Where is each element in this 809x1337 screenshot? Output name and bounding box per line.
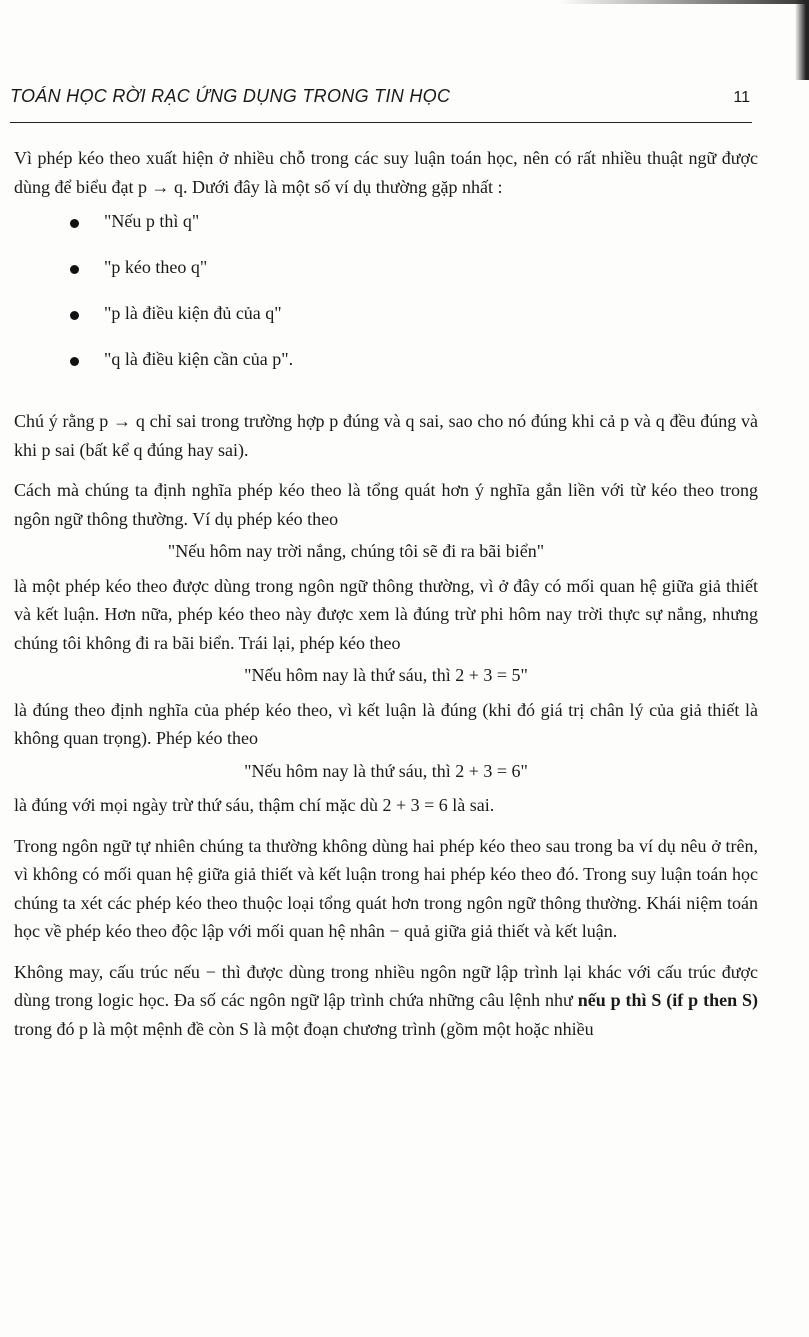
paragraph-programming — [14, 958, 758, 1044]
bullet-text: "p là điều kiện đủ của q" — [104, 303, 282, 323]
bullet-text: "q là điều kiện cần của p". — [104, 349, 294, 369]
bullet-icon — [70, 357, 79, 366]
paragraph-programming-text-2: trong đó p là một mệnh đề còn S là một đoạn chương trình (gồm một hoặc nhiều — [14, 1018, 594, 1039]
page-edge-shadow — [560, 0, 809, 4]
running-header — [10, 86, 752, 107]
paragraph-note: Chú ý rằng p → q chỉ sai trong trường hợp p đúng và q sai, sao cho nó đúng khi cả p và q đều đúng và khi p sai (bất kể q đúng hay sai). — [14, 411, 758, 460]
running-title: TOÁN HỌC RỜI RẠC ỨNG DỤNG TRONG TIN HỌC — [10, 86, 451, 106]
bullet-list — [14, 207, 758, 391]
bullet-item — [70, 253, 758, 299]
quote-example-3: "Nếu hôm nay là thứ sáu, thì 2 + 3 = 6" — [244, 760, 528, 781]
bullet-icon — [70, 265, 79, 274]
paragraph-explanation-2: là đúng theo định nghĩa của phép kéo theo, vì kết luận là đúng (khi đó giá trị chân lý của giả thiết là không quan trọng). Phép kéo theo — [14, 699, 758, 748]
if-then-construct: nếu p thì S (if p then S) — [577, 990, 758, 1010]
paragraph-programming-text-1: Không may, cấu trúc nếu − thì được dùng trong nhiều ngôn ngữ lập trình lại khác với cấu trúc được dùng trong logic học. Đa số các ngôn ngữ lập trình chứa những câu lệnh như — [14, 961, 758, 1010]
paragraph-natural-language: Trong ngôn ngữ tự nhiên chúng ta thường không dùng hai phép kéo theo sau trong ba ví dụ nêu ở trên, vì không có mối quan hệ giữa giả thiết và kết luận trong hai phép kéo theo đó. Trong suy luận toán học chúng ta xét các phép kéo theo thuộc loại tổng quát hơn trong ngôn ngữ thông thường. Khái niệm toán học về phép kéo theo độc lập với mối quan hệ nhân − quả giữa giả thiết và kết luận. — [14, 835, 758, 941]
quote-example-2: "Nếu hôm nay là thứ sáu, thì 2 + 3 = 5" — [244, 665, 528, 685]
quote-example-1: "Nếu hôm nay trời nắng, chúng tôi sẽ đi ra bãi biển" — [167, 541, 545, 561]
paragraph-explanation-3: là đúng với mọi ngày trừ thứ sáu, thậm chí mặc dù 2 + 3 = 6 là sai. — [14, 795, 495, 815]
bullet-item — [70, 345, 758, 391]
bullet-text: "Nếu p thì q" — [104, 211, 200, 231]
header-rule — [10, 122, 752, 123]
paragraph-definition: Cách mà chúng ta định nghĩa phép kéo theo là tổng quát hơn ý nghĩa gắn liền với từ kéo theo trong ngôn ngữ thông thường. Ví dụ phép kéo theo — [14, 480, 758, 529]
bullet-icon — [70, 311, 79, 320]
page-body — [14, 144, 758, 1055]
bullet-icon — [70, 219, 79, 228]
bullet-item — [70, 299, 758, 345]
page-corner-shadow — [795, 0, 809, 80]
bullet-item — [70, 207, 758, 253]
paragraph-intro: Vì phép kéo theo xuất hiện ở nhiều chỗ trong các suy luận toán học, nên có rất nhiều thuật ngữ được dùng để biểu đạt p → q. Dưới đây là một số ví dụ thường gặp nhất : — [14, 148, 758, 197]
paragraph-explanation-1: là một phép kéo theo được dùng trong ngôn ngữ thông thường, vì ở đây có mối quan hệ giữa giả thiết và kết luận. Hơn nữa, phép kéo theo này được xem là đúng trừ phi hôm nay trời thực sự nắng, nhưng chúng tôi không đi ra bãi biển. Trái lại, phép kéo theo — [14, 575, 758, 653]
bullet-text: "p kéo theo q" — [104, 257, 208, 277]
page-number: 11 — [733, 89, 750, 106]
